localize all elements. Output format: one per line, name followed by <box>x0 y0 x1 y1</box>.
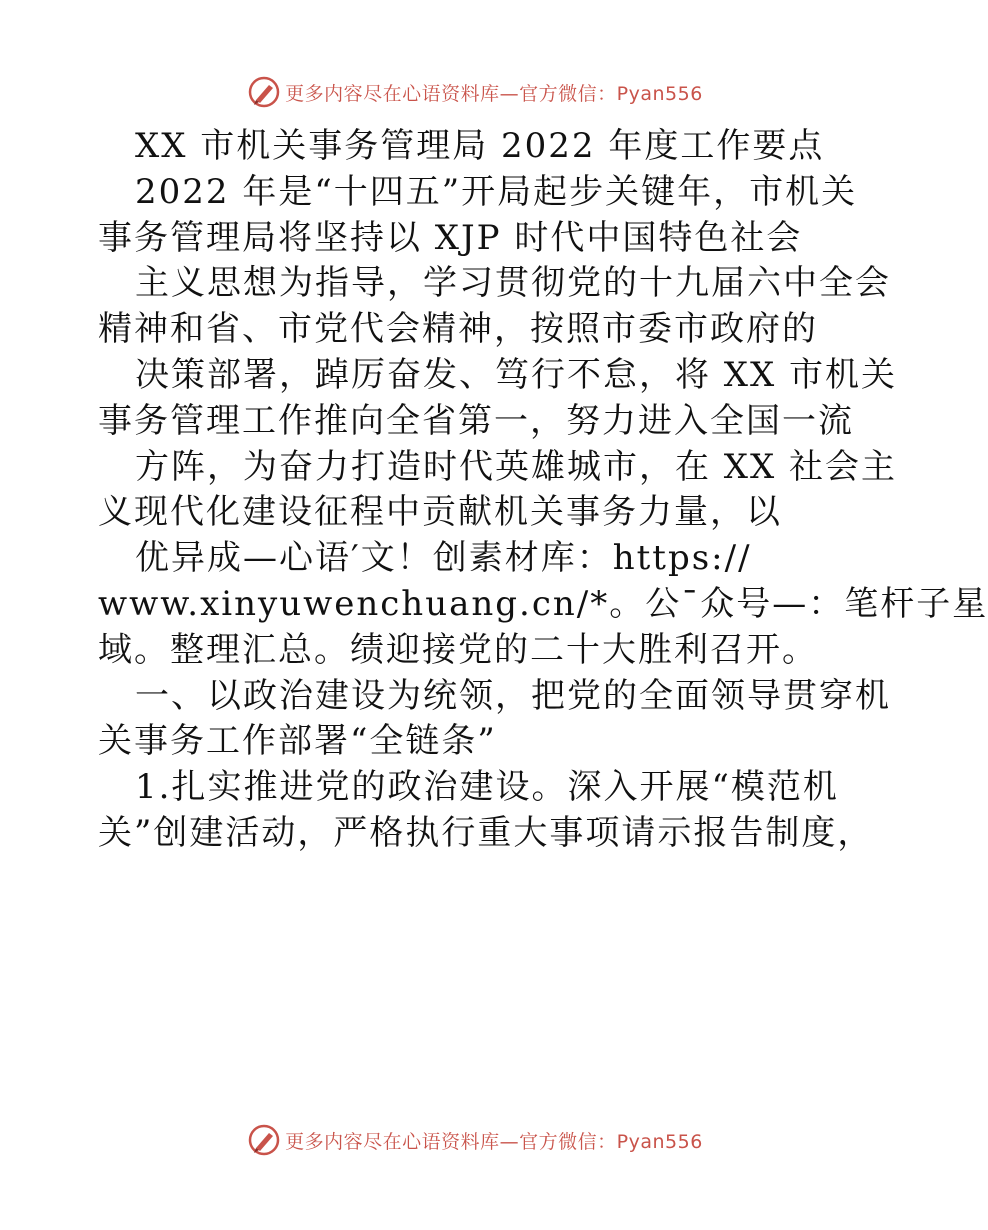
paragraph-line: 2022 年是“十四五”开局起步关键年，市机关 <box>135 171 858 212</box>
item-paragraph-line: 关”创建活动，严格执行重大事项请示报告制度， <box>98 812 874 853</box>
paragraph-line: 事务管理局将坚持以 XJP 时代中国特色社会 <box>98 217 803 258</box>
paragraph-line: www.xinyuwenchuang.cn/*。公¯众号—：笔杆子星 <box>98 583 988 624</box>
pen-logo-icon <box>247 75 281 109</box>
paragraph-line: 决策部署，踔厉奋发、笃行不怠，将 XX 市机关 <box>135 354 898 395</box>
paragraph-line: 主义思想为指导，学习贯彻党的十九届六中全会 <box>135 263 891 304</box>
item-paragraph-line: 1.扎实推进党的政治建设。深入开展“模范机 <box>135 767 839 808</box>
header-watermark <box>0 70 950 114</box>
pen-logo-icon <box>247 1123 281 1157</box>
paragraph-line: 精神和省、市党代会精神，按照市委市政府的 <box>98 309 818 350</box>
paragraph-line: 义现代化建设征程中贡献机关事务力量，以 <box>98 492 782 533</box>
watermark-text: 更多内容尽在心语资料库—官方微信：Pyan556 <box>285 82 703 105</box>
document-title: XX 市机关事务管理局 2022 年度工作要点 <box>135 126 825 166</box>
paragraph-line: 域。整理汇总。绩迎接党的二十大胜利召开。 <box>98 629 818 670</box>
paragraph-line: 优异成—心语′文！创素材库：https:// <box>135 538 752 579</box>
paragraph-line: 方阵，为奋力打造时代英雄城市，在 XX 社会主 <box>135 446 898 487</box>
section-heading: 一、以政治建设为统领，把党的全面领导贯穿机 <box>135 675 891 716</box>
document-body <box>98 124 988 857</box>
paragraph-line: 事务管理工作推向全省第一，努力进入全国一流 <box>98 400 854 441</box>
section-heading-continued: 关事务工作部署“全链条” <box>98 721 497 762</box>
watermark-text: 更多内容尽在心语资料库—官方微信：Pyan556 <box>285 1130 703 1153</box>
footer-watermark <box>0 1118 950 1162</box>
